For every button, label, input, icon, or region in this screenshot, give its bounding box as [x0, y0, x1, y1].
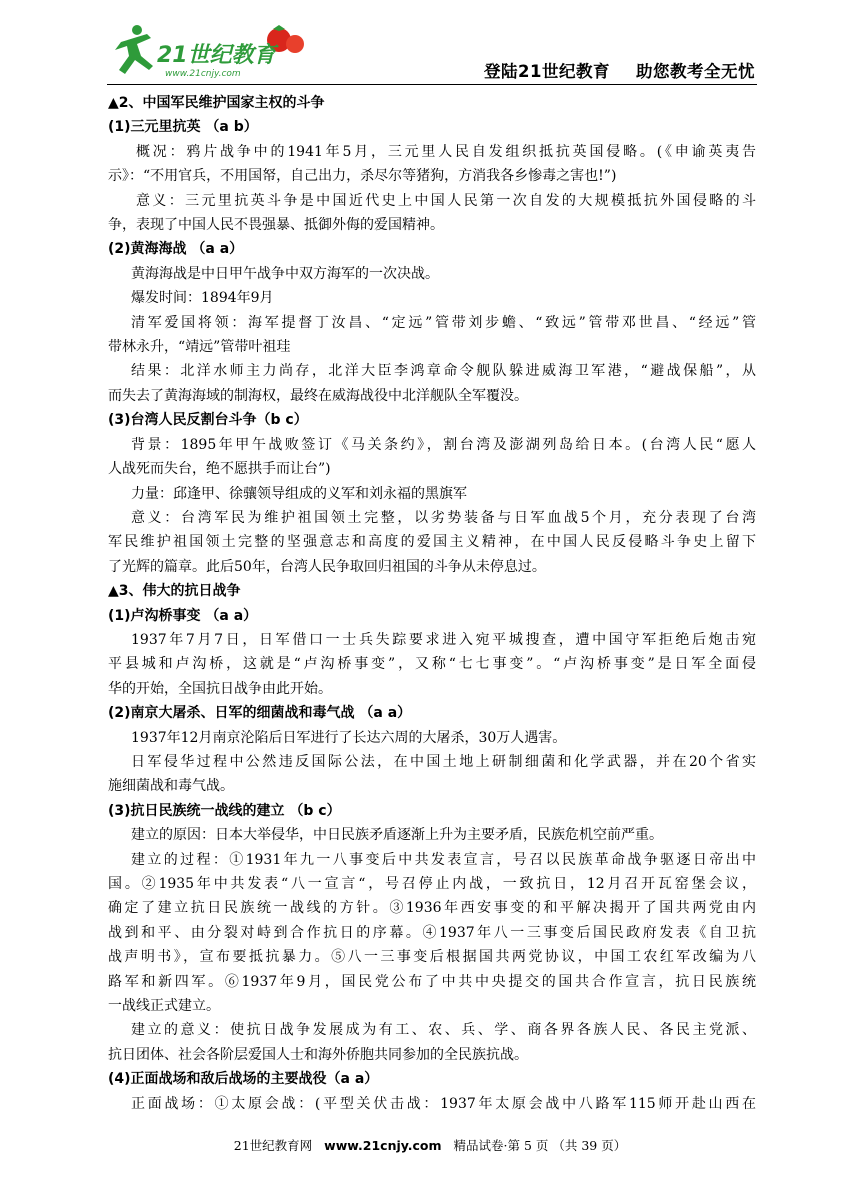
document-body: [108, 91, 756, 1116]
section-heading: (2)南京大屠杀、日军的细菌战和毒气战 （a a）: [108, 705, 412, 722]
text-line: 抗日团体、社会各阶层爱国人士和海外侨胞共同参加的全民族抗战。: [108, 1046, 528, 1063]
text-line: 路军和新四军。⑥1937年9月，国民党公布了中共中央提交的国共合作宣言，抗日民族统: [108, 973, 756, 990]
text-line: 华的开始，全国抗日战争由此开始。: [108, 680, 332, 697]
logo-url: www.21cnjy.com: [165, 69, 241, 79]
footer-site: 21世纪教育网: [233, 1138, 313, 1153]
text-line: 而失去了黄海海域的制海权，最终在威海战役中北洋舰队全军覆没。: [108, 387, 528, 404]
header-divider: [107, 84, 757, 85]
footer-page-info: 精品试卷·第 5 页 （共 39 页）: [453, 1138, 627, 1153]
text-line: 意义：三元里抗英斗争是中国近代史上中国人民第一次自发的大规模抵抗外国侵略的斗: [136, 192, 756, 209]
text-line: 意义：台湾军民为维护祖国领土完整，以劣势装备与日军血战5个月，充分表现了台湾: [131, 509, 756, 526]
section-heading: (4)正面战场和敌后战场的主要战役（a a）: [108, 1071, 379, 1088]
text-line: 军民维护祖国领土完整的坚强意志和高度的爱国主义精神，在中国人民反侵略斗争史上留下: [108, 534, 756, 551]
text-line: 日军侵华过程中公然违反国际公法，在中国土地上研制细菌和化学武器，并在20个省实: [131, 753, 756, 770]
text-line: 力量：邱逢甲、徐骧领导组成的义军和刘永福的黑旗军: [131, 485, 467, 502]
section-heading: ▲2、中国军民维护国家主权的斗争: [108, 95, 325, 111]
text-line: 战到和平、由分裂对峙到合作抗日的序幕。④1937年八一三事变后国民政府发表《自卫抗: [108, 924, 756, 941]
running-figure-icon: [115, 25, 153, 74]
section-heading: (3)抗日民族统一战线的建立 （b c）: [108, 802, 341, 819]
section-heading: (3)台湾人民反割台斗争（b c）: [108, 412, 308, 429]
section-heading: (1)卢沟桥事变 （a a）: [108, 607, 258, 624]
section-heading: (1)三元里抗英 （a b）: [108, 119, 258, 136]
text-line: 争，表现了中国人民不畏强暴、抵御外侮的爱国精神。: [108, 217, 444, 234]
text-line: 平县城和卢沟桥，这就是“卢沟桥事变”，又称“七七事变”。“卢沟桥事变”是日军全面侵: [108, 656, 756, 673]
header-slogan: [458, 58, 755, 82]
text-line: 建立的过程：①1931年九一八事变后中共发表宣言，号召以民族革命战争驱逐日帝出中: [131, 851, 756, 868]
section-heading: ▲3、伟大的抗日战争: [108, 583, 241, 600]
text-line: 一战线正式建立。: [108, 998, 220, 1015]
text-line: 战声明书》，宣布要抵抗暴力。⑤八一三事变后根据国共两党协议，中国工农红军改编为八: [108, 949, 756, 966]
page-footer: [0, 1136, 860, 1154]
text-line: 施细菌战和毒气战。: [108, 778, 234, 795]
text-line: 确定了建立抗日民族统一战线的方针。③1936年西安事变的和平解决揭开了国共两党由内: [108, 900, 756, 917]
text-line: 概况：鸦片战争中的1941年5月，三元里人民自发组织抵抗英国侵略。(《申谕英夷告: [136, 143, 756, 160]
text-line: 爆发时间：1894年9月: [131, 290, 274, 307]
text-line: 建立的意义：使抗日战争发展成为有工、农、兵、学、商各界各族人民、各民主党派、: [131, 1022, 756, 1039]
text-line: 1937年12月南京沦陷后日军进行了长达六周的大屠杀，30万人遇害。: [131, 729, 567, 746]
text-line: 背景：1895年甲午战败签订《马关条约》，割台湾及澎湖列岛给日本。(台湾人民“愿人: [131, 436, 756, 453]
text-line: 人战死而失台，绝不愿拱手而让台”): [108, 461, 331, 478]
text-line: 正面战场：①太原会战：(平型关伏击战：1937年太原会战中八路军115师开赴山西在: [131, 1095, 756, 1112]
slogan-left: 登陆21世纪教育: [484, 62, 610, 81]
text-line: 结果：北洋水师主力尚存，北洋大臣李鸿章命令舰队躲进威海卫军港，“避战保船”，从: [131, 363, 756, 380]
text-line: 国。②1935年中共发表“八一宣言“，号召停止内战，一致抗日，12月召开瓦窑堡会议，: [108, 876, 756, 892]
slogan-right: 助您教考全无忧: [636, 62, 755, 81]
text-line: 1937年7月7日，日军借口一士兵失踪要求进入宛平城搜查，遭中国守军拒绝后炮击宛: [131, 631, 756, 648]
text-line: 了光辉的篇章。此后50年，台湾人民争取回归祖国的斗争从未停息过。: [108, 558, 546, 575]
logo-text: 21世纪教育: [157, 43, 276, 68]
text-line: 清军爱国将领：海军提督丁汝昌、“定远”管带刘步蟾、“致远”管带邓世昌、“经远”管: [131, 314, 756, 331]
footer-url: www.21cnjy.com: [324, 1138, 442, 1153]
logo-21cnjy: [107, 22, 307, 82]
section-heading: (2)黄海海战 （a a）: [108, 241, 244, 258]
page-header: [107, 22, 757, 84]
text-line: 建立的原因：日本大举侵华，中日民族矛盾逐渐上升为主要矛盾，民族危机空前严重。: [131, 827, 663, 844]
text-line: 示》：“不用官兵，不用国帑，自己出力，杀尽尔等猪狗，方消我各乡惨毒之害也!”): [108, 168, 617, 185]
text-line: 黄海海战是中日甲午战争中双方海军的一次决战。: [131, 265, 439, 282]
text-line: 带林永升，“靖远”管带叶祖珪: [108, 339, 291, 356]
